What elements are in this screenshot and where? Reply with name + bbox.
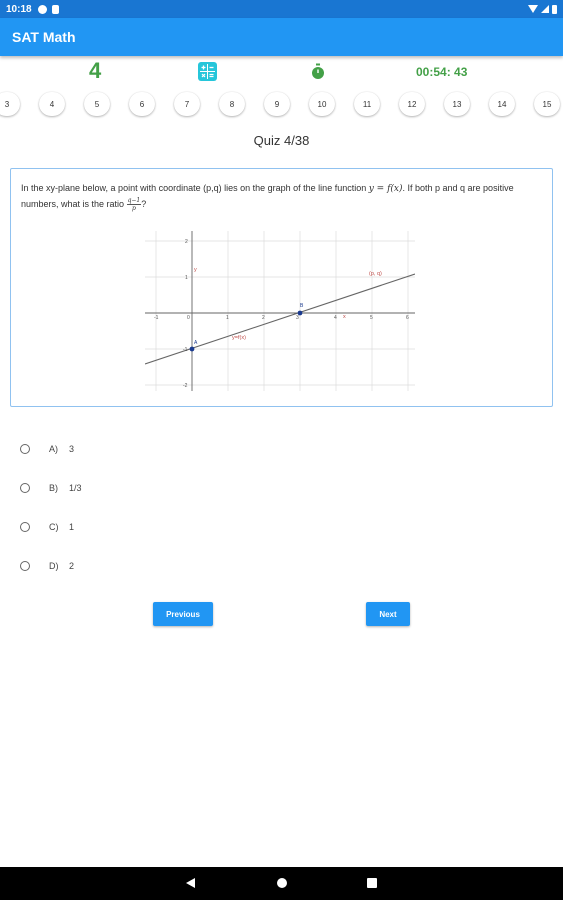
label-y: y xyxy=(194,267,197,273)
score-count: 4 xyxy=(89,58,102,83)
option-letter: C) xyxy=(49,522,59,532)
timer-display: 00:54: 43 xyxy=(416,65,468,79)
question-chip[interactable]: 7 xyxy=(174,92,200,116)
question-chip[interactable]: 14 xyxy=(489,92,515,116)
status-bar xyxy=(0,0,563,18)
x-tick-label: 3 xyxy=(296,315,299,321)
question-chip[interactable]: 8 xyxy=(219,92,245,116)
x-tick-label: 1 xyxy=(226,315,229,321)
recent-apps-icon[interactable] xyxy=(367,878,377,888)
battery-icon xyxy=(552,5,557,14)
x-tick-label: 2 xyxy=(262,315,265,321)
question-card xyxy=(10,168,553,407)
status-time: 10:18 xyxy=(6,3,32,15)
radio-button[interactable] xyxy=(20,483,30,493)
back-icon[interactable] xyxy=(186,878,195,888)
radio-button[interactable] xyxy=(20,522,30,532)
question-chip[interactable]: 12 xyxy=(399,92,425,116)
y-tick-label: 2 xyxy=(185,239,188,245)
question-chip[interactable]: 13 xyxy=(444,92,470,116)
notification-icon xyxy=(38,5,47,14)
home-icon[interactable] xyxy=(277,878,287,888)
question-number-nav xyxy=(0,92,563,118)
x-tick-label: -1 xyxy=(154,315,159,321)
ratio-fraction xyxy=(127,197,142,212)
x-tick-label: 0 xyxy=(187,315,190,321)
label-b: B xyxy=(300,303,304,309)
radio-button[interactable] xyxy=(20,561,30,571)
signal-icon xyxy=(541,5,549,13)
option-text: 1/3 xyxy=(69,483,82,493)
label-pq: (p, q) xyxy=(369,271,382,277)
previous-button[interactable]: Previous xyxy=(153,602,213,626)
question-chip[interactable]: 11 xyxy=(354,92,380,116)
question-text-part1: In the xy-plane below, a point with coordinate (p,q) lies on the graph of the line function xyxy=(21,183,369,193)
option-letter: A) xyxy=(49,444,58,454)
system-nav-bar xyxy=(0,867,563,900)
stopwatch-icon xyxy=(310,63,326,81)
x-tick-label: 6 xyxy=(406,315,409,321)
radio-button[interactable] xyxy=(20,444,30,454)
option-a[interactable] xyxy=(20,439,320,459)
option-letter: B) xyxy=(49,483,58,493)
line-function-graph xyxy=(145,231,415,393)
question-chip[interactable]: 15 xyxy=(534,92,560,116)
y-tick-label: 1 xyxy=(185,275,188,281)
option-text: 1 xyxy=(69,522,75,532)
app-title: SAT Math xyxy=(12,29,76,45)
question-text-part3: ? xyxy=(141,199,147,209)
fraction-numerator: q−1 xyxy=(127,197,141,205)
option-letter: D) xyxy=(49,561,59,571)
question-chip[interactable]: 9 xyxy=(264,92,290,116)
x-tick-label: 5 xyxy=(370,315,373,321)
fraction-denominator: p xyxy=(131,205,136,213)
quiz-progress-label: Quiz 4/38 xyxy=(253,133,310,148)
y-tick-label: -1 xyxy=(183,347,188,353)
sd-card-icon xyxy=(52,5,59,14)
option-d[interactable] xyxy=(20,556,320,576)
question-chip[interactable]: 10 xyxy=(309,92,335,116)
y-tick-label: -2 xyxy=(183,383,188,389)
option-c[interactable] xyxy=(20,517,320,537)
x-tick-label: 4 xyxy=(334,315,337,321)
question-chip[interactable]: 6 xyxy=(129,92,155,116)
quiz-info-bar xyxy=(0,58,563,86)
question-text xyxy=(21,181,541,212)
math-function: y = f(x) xyxy=(368,184,403,194)
app-bar xyxy=(0,18,563,56)
label-fx: y=f(x) xyxy=(232,335,246,341)
option-text: 3 xyxy=(69,444,75,454)
question-chip[interactable]: 3 xyxy=(0,92,20,116)
point-a xyxy=(190,347,195,352)
wifi-icon xyxy=(528,5,538,13)
next-button[interactable]: Next xyxy=(366,602,410,626)
label-a: A xyxy=(194,340,198,346)
label-x: x xyxy=(343,314,346,320)
question-chip[interactable]: 5 xyxy=(84,92,110,116)
question-chip[interactable]: 4 xyxy=(39,92,65,116)
option-b[interactable] xyxy=(20,478,320,498)
calculator-icon[interactable] xyxy=(198,62,217,81)
question-text-part2: . If both p and q are positive numbers, what is the ratio xyxy=(21,183,514,209)
option-text: 2 xyxy=(69,561,75,571)
